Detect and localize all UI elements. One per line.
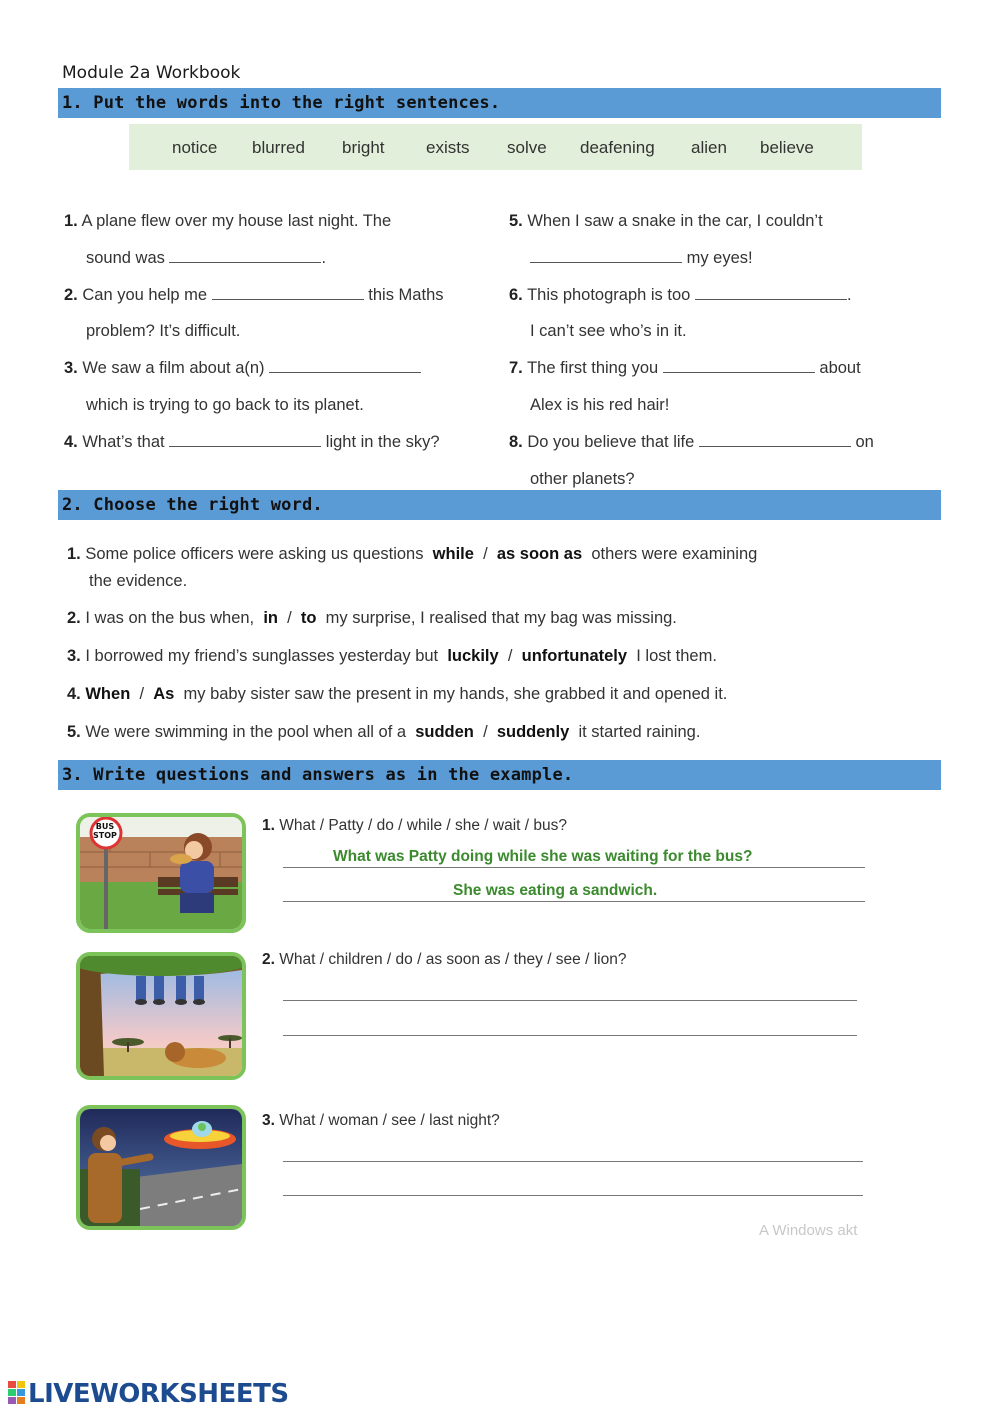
- word-bank-item: bright: [342, 138, 385, 157]
- word-bank-item: notice: [172, 138, 218, 157]
- answer-line[interactable]: [283, 867, 865, 868]
- s1-item-7-line1: 7. The first thing you about: [509, 359, 861, 377]
- fill-blank[interactable]: [169, 249, 321, 263]
- fill-blank[interactable]: [212, 286, 364, 300]
- option-as[interactable]: As: [153, 685, 175, 703]
- section-2-heading: 2. Choose the right word.: [62, 495, 323, 515]
- word-bank-item: believe: [760, 138, 814, 157]
- option-unfortunately[interactable]: unfortunately: [521, 647, 628, 665]
- answer-line[interactable]: [283, 1161, 863, 1162]
- option-sudden[interactable]: sudden: [415, 723, 474, 741]
- s2-item-1-line2: the evidence.: [89, 572, 188, 590]
- option-to[interactable]: to: [300, 609, 317, 627]
- word-bank-item: exists: [426, 138, 470, 157]
- fill-blank[interactable]: [699, 433, 851, 447]
- answer-line[interactable]: [283, 1035, 857, 1036]
- word-bank-item: blurred: [252, 138, 305, 157]
- word-bank: [129, 124, 862, 170]
- section-3-header: [58, 760, 941, 790]
- s1-item-3-line2: which is trying to go back to its planet.: [86, 396, 364, 414]
- s1-item-6-line2: I can’t see who’s in it.: [530, 322, 687, 340]
- answer-line[interactable]: [283, 901, 865, 902]
- s1-item-1-line1: 1. A plane flew over my house last night. The: [64, 212, 392, 230]
- lion-illustration: [80, 956, 242, 1076]
- answer-line[interactable]: [283, 1195, 863, 1196]
- word-bank-item: deafening: [580, 138, 655, 157]
- section-2-header: [58, 490, 941, 520]
- s2-item-4: 4. When / As my baby sister saw the present in my hands, she grabbed it and opened it.: [67, 685, 728, 703]
- answer-line[interactable]: [283, 1000, 857, 1001]
- fill-blank[interactable]: [530, 249, 682, 263]
- s3-item-3-prompt: 3. What / woman / see / last night?: [262, 1112, 500, 1129]
- section-1-header: [58, 88, 941, 118]
- option-as-soon-as[interactable]: as soon as: [496, 545, 583, 563]
- s2-item-5: 5. We were swimming in the pool when all of a sudden / suddenly it started raining.: [67, 723, 701, 741]
- fill-blank[interactable]: [169, 433, 321, 447]
- option-suddenly[interactable]: suddenly: [496, 723, 570, 741]
- ufo-picture: [76, 1105, 246, 1230]
- s1-item-3-line1: 3. We saw a film about a(n): [64, 359, 421, 378]
- s1-item-5-line1: 5. When I saw a snake in the car, I couldn’t: [509, 212, 823, 230]
- s3-item-1-example-question: What was Patty doing while she was waiting for the bus?: [333, 848, 753, 865]
- s1-item-8-line1: 8. Do you believe that life on: [509, 433, 874, 451]
- windows-activation-watermark: A Windows akt: [759, 1222, 858, 1239]
- liveworksheets-logo: LIVEWORKSHEETS: [8, 1379, 289, 1409]
- fill-blank[interactable]: [695, 286, 847, 300]
- word-bank-item: solve: [507, 138, 547, 157]
- s1-item-8-line2: other planets?: [530, 470, 635, 488]
- section-3-heading: 3. Write questions and answers as in the example.: [62, 765, 574, 785]
- fill-blank[interactable]: [663, 359, 815, 373]
- s3-item-2-prompt: 2. What / children / do / as soon as / they / see / lion?: [262, 951, 627, 968]
- s1-item-5-line2: my eyes!: [530, 249, 753, 268]
- s1-item-6-line1: 6. This photograph is too .: [509, 286, 852, 304]
- s1-item-2-line1: 2. Can you help me this Maths: [64, 286, 444, 304]
- s2-item-2: 2. I was on the bus when, in / to my surprise, I realised that my bag was missing.: [67, 609, 677, 627]
- page-title: Module 2a Workbook: [62, 63, 241, 83]
- s2-item-3: 3. I borrowed my friend’s sunglasses yesterday but luckily / unfortunately I lost them.: [67, 647, 717, 665]
- s1-item-7-line2: Alex is his red hair!: [530, 396, 670, 414]
- lion-picture: [76, 952, 246, 1080]
- s3-item-1-prompt: 1. What / Patty / do / while / she / wait / bus?: [262, 817, 567, 834]
- liveworksheets-icon: [8, 1381, 26, 1405]
- s1-item-2-line2: problem? It’s difficult.: [86, 322, 241, 340]
- s1-item-4-line1: 4. What’s that light in the sky?: [64, 433, 440, 451]
- word-bank-item: alien: [691, 138, 727, 157]
- option-while[interactable]: while: [432, 545, 474, 563]
- bus-stop-sign: BUS STOP: [93, 822, 117, 840]
- bus-stop-picture: [76, 813, 246, 933]
- s3-item-1-example-answer: She was eating a sandwich.: [453, 882, 658, 899]
- s1-item-1-line2: sound was .: [86, 249, 327, 267]
- fill-blank[interactable]: [269, 359, 421, 373]
- option-when[interactable]: When: [85, 685, 131, 703]
- ufo-illustration: [80, 1109, 242, 1226]
- section-1-heading: 1. Put the words into the right sentences.: [62, 93, 501, 113]
- option-in[interactable]: in: [263, 609, 278, 627]
- option-luckily[interactable]: luckily: [447, 647, 499, 665]
- s2-item-1: 1. Some police officers were asking us questions while / as soon as others were examining: [67, 545, 758, 563]
